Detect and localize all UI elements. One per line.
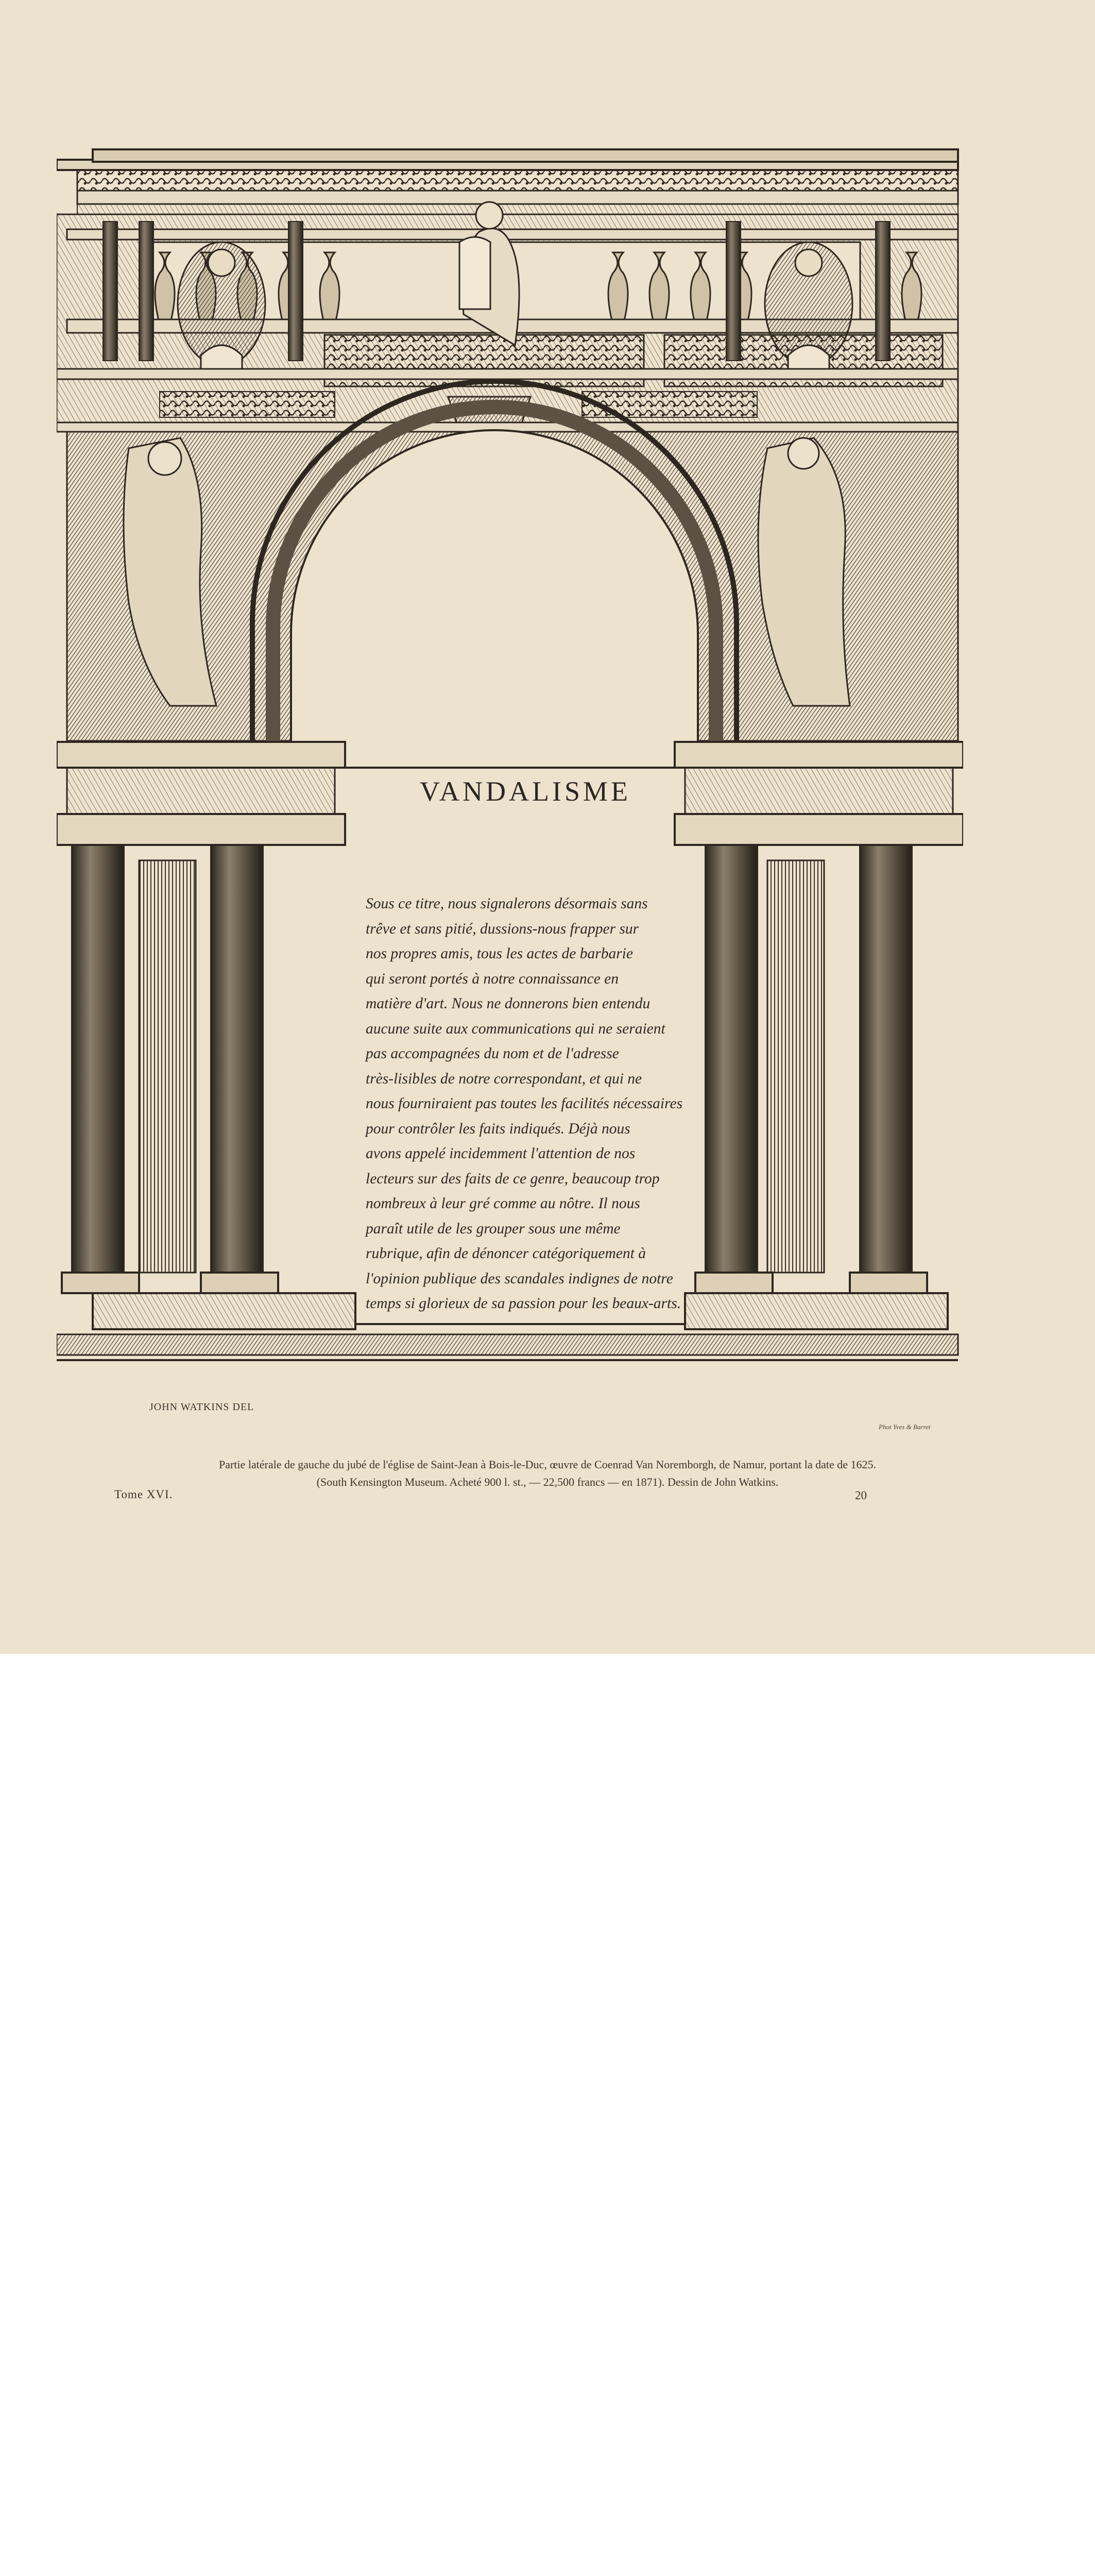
ground: [57, 1334, 958, 1360]
volume-label: Tome XVI.: [114, 1488, 173, 1501]
body-line: trêve et sans pitié, dussions-nous frapper sur: [366, 920, 639, 937]
body-line: rubrique, afin de dénoncer catégoriquement à: [366, 1245, 646, 1262]
body-line: très-lisibles de notre correspondant, et qui ne: [366, 1070, 642, 1087]
body-line: nos propres amis, tous les actes de barbarie: [366, 945, 633, 962]
body-line: nous fourniraient pas toutes les facilités nécessaires: [366, 1095, 683, 1112]
article-body: [366, 891, 685, 1316]
photoengraver-credit: Phot Yves & Barret: [879, 1423, 931, 1431]
digitization-footer: [0, 1654, 1095, 1736]
page-number: 20: [855, 1489, 867, 1502]
body-line: avons appelé incidemment l'attention de nos: [366, 1145, 636, 1162]
body-line: qui seront portés à notre connaissance en: [366, 970, 619, 987]
artist-signature: JOHN WATKINS DEL: [149, 1401, 254, 1413]
body-line: nombreux à leur gré comme au nôtre. Il nous: [366, 1195, 640, 1212]
body-line: pas accompagnées du nom et de l'adresse: [366, 1045, 619, 1062]
body-line: pour contrôler les faits indiqués. Déjà nous: [366, 1120, 630, 1137]
body-line: aucune suite aux communications qui ne seraient: [366, 1020, 665, 1037]
body-line: matière d'art. Nous ne donnerons bien entendu: [366, 995, 651, 1012]
body-line: lecteurs sur des faits de ce genre, beaucoup trop: [366, 1170, 660, 1187]
body-line: temps si glorieux de sa passion pour les beaux-arts.: [366, 1295, 681, 1312]
figure-caption: [98, 1456, 997, 1491]
caption-line-2: (South Kensington Museum. Acheté 900 l. st., — 22,500 francs — en 1871). Dessin de John Watkins.: [316, 1476, 779, 1488]
body-line: l'opinion publique des scandales indignes de notre: [366, 1270, 673, 1287]
cornice: [57, 149, 958, 214]
body-line: paraît utile de les grouper sous une même: [366, 1220, 621, 1237]
article-title: VANDALISME: [419, 776, 631, 807]
caption-line-1: Partie latérale de gauche du jubé de l'église de Saint-Jean à Bois-le-Duc, œuvre de Coenrad Van Noremborgh, de Namur, portant la date de 1625.: [218, 1458, 876, 1471]
body-line: Sous ce titre, nous signalerons désormais sans: [366, 895, 648, 912]
